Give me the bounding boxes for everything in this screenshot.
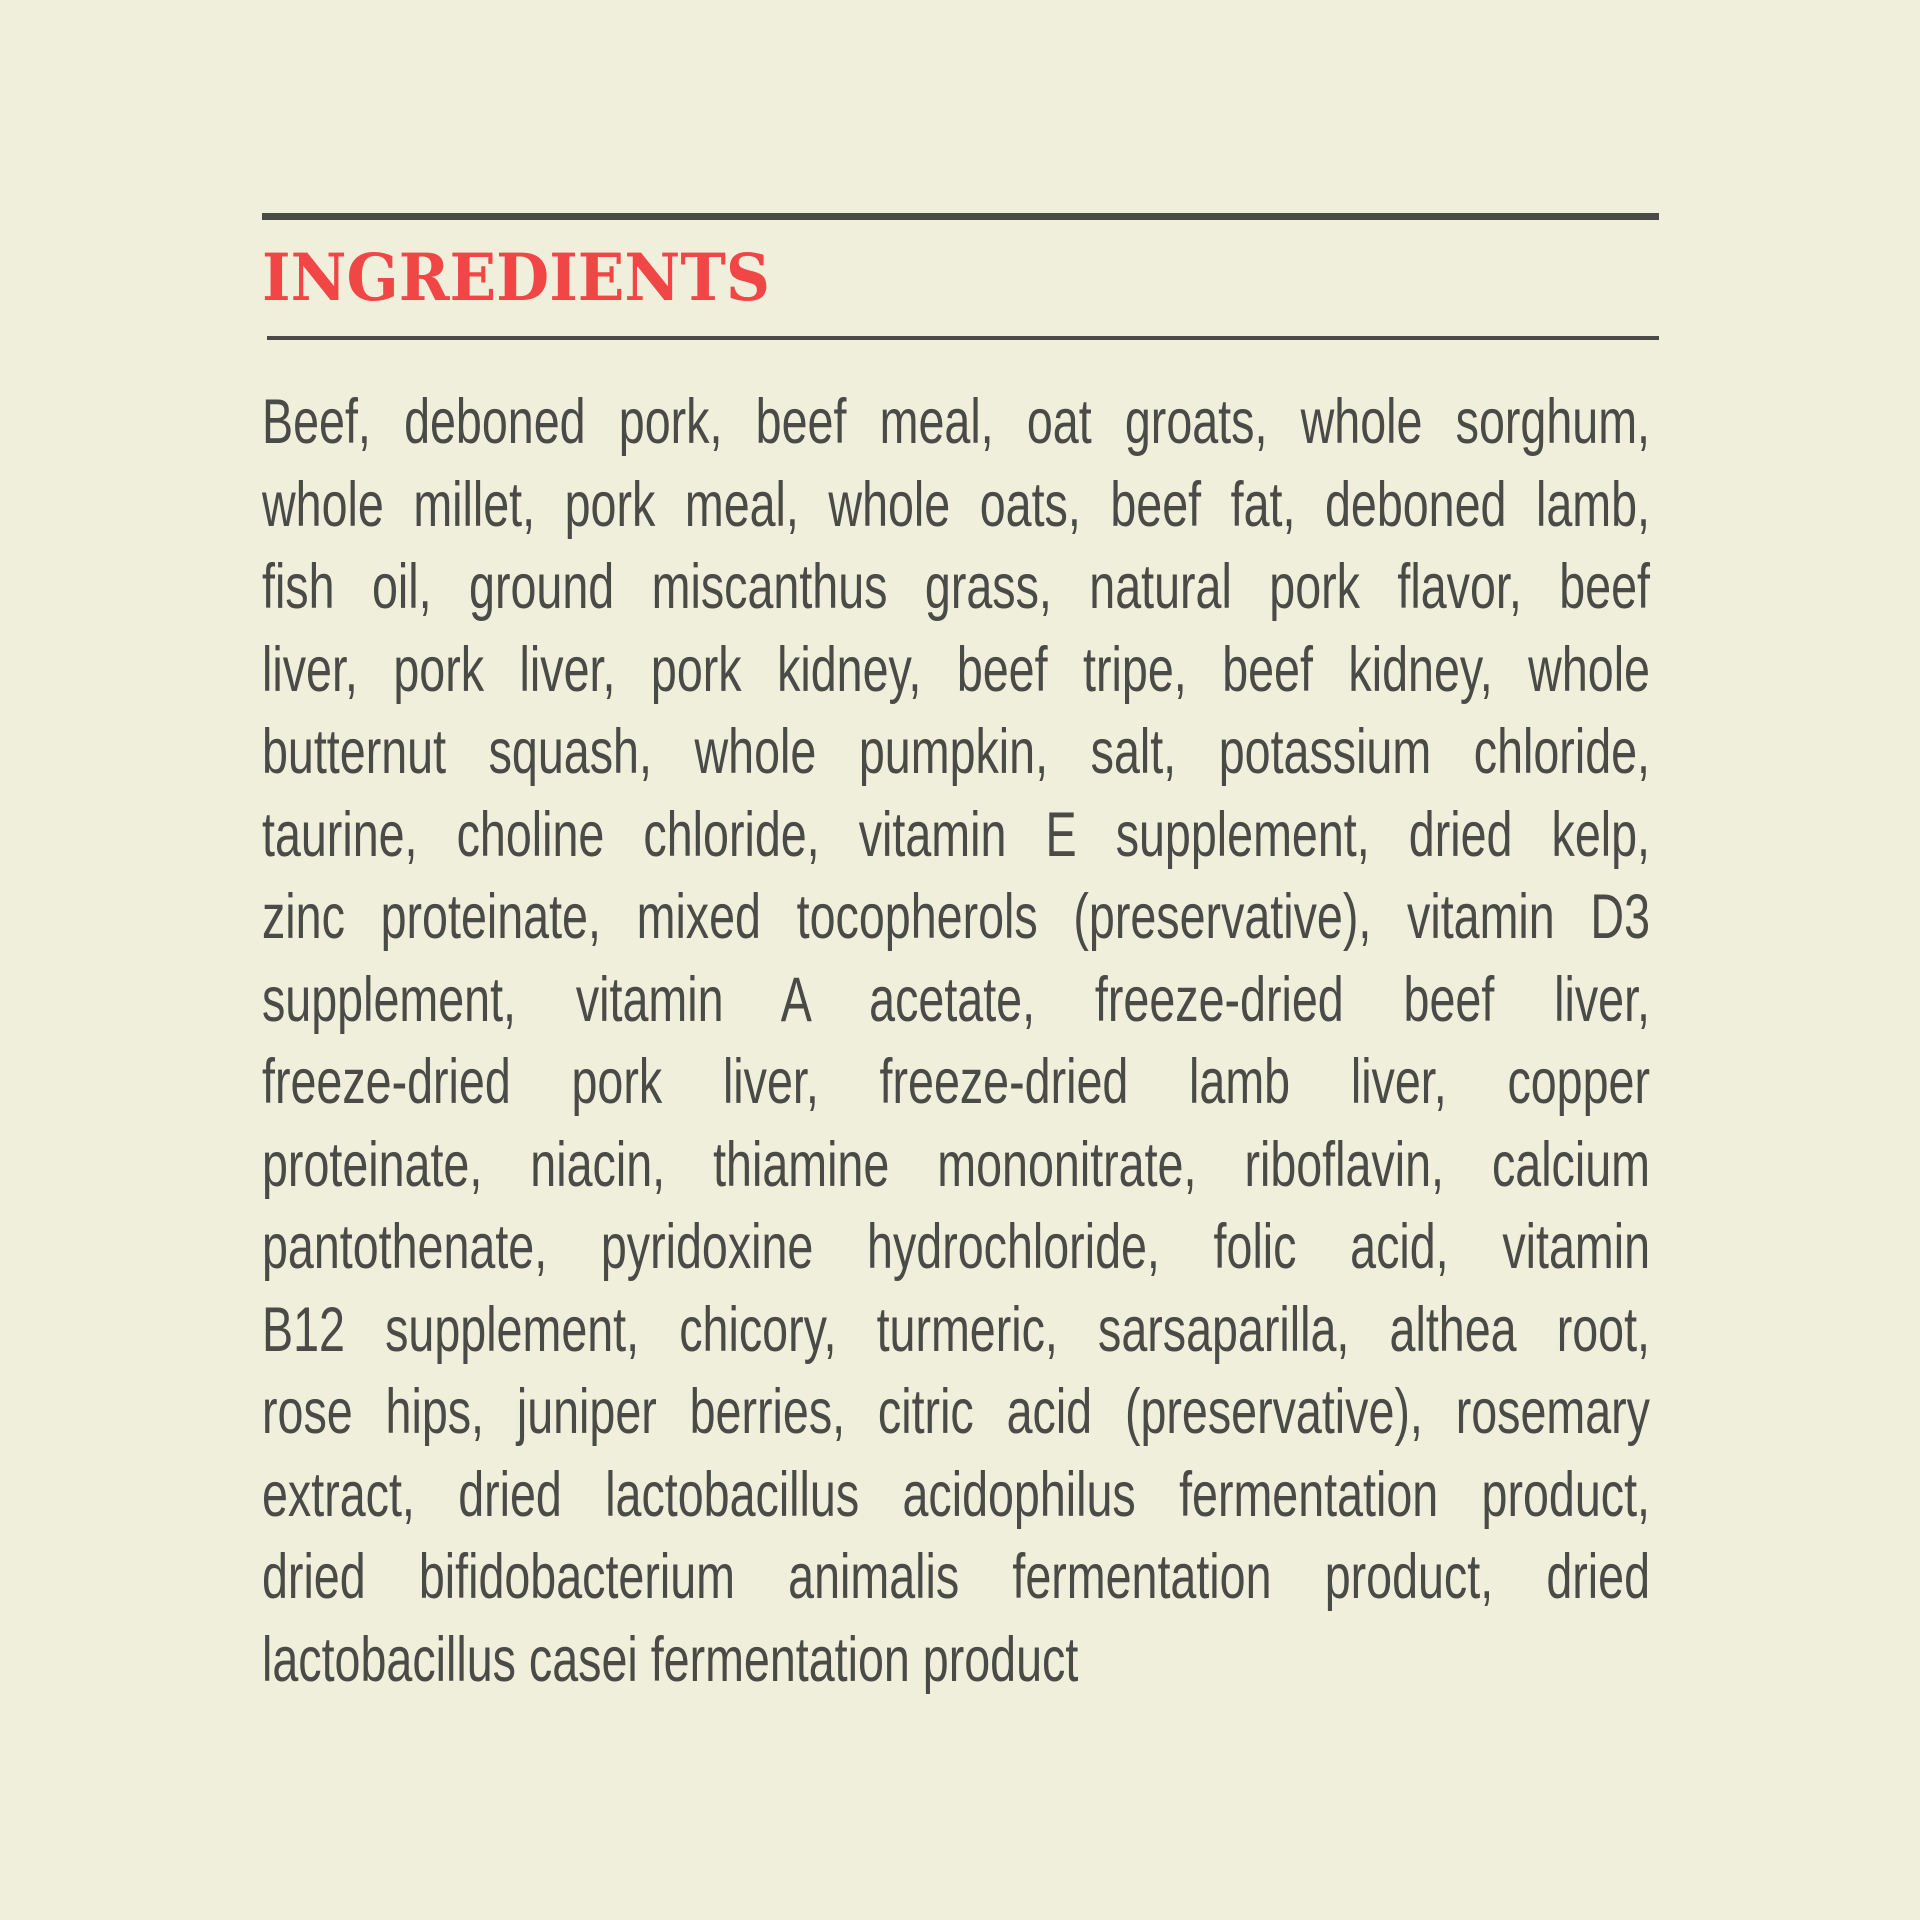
text-line bbox=[262, 546, 1650, 629]
text-line bbox=[262, 381, 1650, 464]
text-line-content: rose hips, juniper berries, citric acid (preservative), rosemary bbox=[262, 1377, 1650, 1447]
text-line bbox=[262, 1289, 1650, 1372]
text-line bbox=[262, 1454, 1650, 1537]
text-line-content: supplement, vitamin A acetate, freeze-dried beef liver, bbox=[262, 964, 1651, 1035]
text-line-content: Beef, deboned pork, beef meal, oat groats, whole sorghum, bbox=[262, 387, 1650, 457]
text-line-content: fish oil, ground miscanthus grass, natural pork flavor, beef bbox=[262, 552, 1650, 622]
text-line-content: whole millet, pork meal, whole oats, beef fat, deboned lamb, bbox=[262, 469, 1650, 540]
text-line bbox=[262, 959, 1650, 1042]
text-line bbox=[262, 711, 1650, 794]
text-line-content: liver, pork liver, pork kidney, beef tripe, beef kidney, whole bbox=[262, 634, 1650, 705]
text-line bbox=[262, 1371, 1650, 1454]
text-line-content: zinc proteinate, mixed tocopherols (preservative), vitamin D3 bbox=[262, 882, 1651, 952]
text-line bbox=[262, 464, 1650, 547]
ingredients-text bbox=[262, 381, 1650, 1701]
section-title: INGREDIENTS bbox=[262, 240, 770, 316]
text-line-content: butternut squash, whole pumpkin, salt, potassium chloride, bbox=[262, 717, 1650, 787]
title-divider bbox=[267, 336, 1659, 340]
text-line bbox=[262, 1041, 1650, 1124]
text-line-content: pantothenate, pyridoxine hydrochloride, folic acid, vitamin bbox=[262, 1212, 1650, 1282]
text-line bbox=[262, 1206, 1650, 1289]
text-line-content: taurine, choline chloride, vitamin E supplement, dried kelp, bbox=[262, 799, 1651, 870]
title-container bbox=[262, 240, 962, 316]
top-divider bbox=[262, 213, 1659, 220]
text-line-content: proteinate, niacin, thiamine mononitrate, riboflavin, calcium bbox=[262, 1129, 1650, 1200]
text-line bbox=[262, 629, 1650, 712]
text-line-last bbox=[262, 1619, 1650, 1702]
text-line-content: B12 supplement, chicory, turmeric, sarsaparilla, althea root, bbox=[262, 1294, 1650, 1365]
text-line bbox=[262, 876, 1650, 959]
text-line-content: extract, dried lactobacillus acidophilus fermentation product, bbox=[262, 1459, 1650, 1530]
text-line-content: lactobacillus casei fermentation product bbox=[262, 1624, 1079, 1695]
text-line bbox=[262, 1124, 1650, 1207]
text-line-content: dried bifidobacterium animalis fermentation product, dried bbox=[262, 1542, 1650, 1612]
text-line bbox=[262, 794, 1650, 877]
text-line bbox=[262, 1536, 1650, 1619]
text-line-content: freeze-dried pork liver, freeze-dried lamb liver, copper bbox=[262, 1047, 1650, 1117]
